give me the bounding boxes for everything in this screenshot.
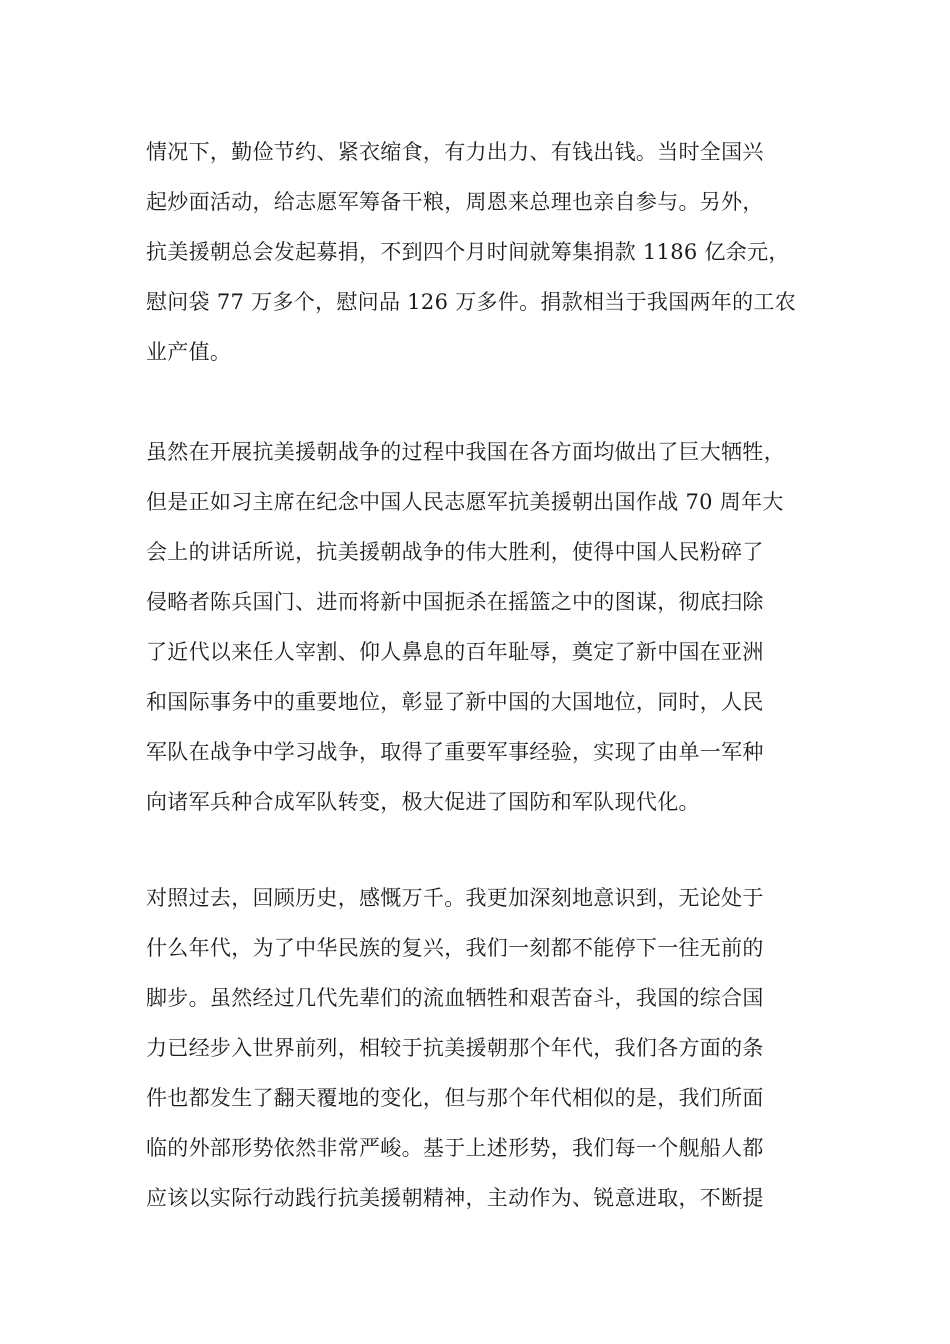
paragraph-line: 但是正如习主席在纪念中国人民志愿军抗美援朝出国作战 70 周年大 bbox=[146, 490, 784, 514]
paragraph-line: 会上的讲话所说，抗美援朝战争的伟大胜利，使得中国人民粉碎了 bbox=[146, 540, 764, 564]
paragraph-line: 了近代以来任人宰割、仰人鼻息的百年耻辱，奠定了新中国在亚洲 bbox=[146, 640, 764, 664]
paragraph-3 bbox=[146, 873, 826, 1223]
paragraph-line: 军队在战争中学习战争，取得了重要军事经验，实现了由单一军种 bbox=[146, 740, 764, 764]
paragraph-line: 抗美援朝总会发起募捐，不到四个月时间就筹集捐款 1186 亿余元， bbox=[146, 240, 790, 264]
paragraph-line: 什么年代，为了中华民族的复兴，我们一刻都不能停下一往无前的 bbox=[146, 936, 764, 960]
paragraph-line: 和国际事务中的重要地位，彰显了新中国的大国地位，同时，人民 bbox=[146, 690, 764, 714]
paragraph-line: 力已经步入世界前列，相较于抗美援朝那个年代，我们各方面的条 bbox=[146, 1036, 764, 1060]
paragraph-line: 对照过去，回顾历史，感慨万千。我更加深刻地意识到，无论处于 bbox=[146, 886, 764, 910]
paragraph-line: 虽然在开展抗美援朝战争的过程中我国在各方面均做出了巨大牺牲， bbox=[146, 440, 785, 464]
paragraph-line: 起炒面活动，给志愿军筹备干粮，周恩来总理也亲自参与。另外， bbox=[146, 190, 764, 214]
paragraph-line: 脚步。虽然经过几代先辈们的流血牺牲和艰苦奋斗，我国的综合国 bbox=[146, 986, 764, 1010]
paragraph-line: 临的外部形势依然非常严峻。基于上述形势，我们每一个舰船人都 bbox=[146, 1136, 764, 1160]
paragraph-line: 慰问袋 77 万多个，慰问品 126 万多件。捐款相当于我国两年的工农 bbox=[146, 290, 797, 314]
paragraph-1 bbox=[146, 127, 826, 377]
paragraph-line: 应该以实际行动践行抗美援朝精神，主动作为、锐意进取，不断提 bbox=[146, 1186, 764, 1210]
paragraph-line: 侵略者陈兵国门、进而将新中国扼杀在摇篮之中的图谋，彻底扫除 bbox=[146, 590, 764, 614]
paragraph-line: 向诸军兵种合成军队转变，极大促进了国防和军队现代化。 bbox=[146, 790, 700, 814]
paragraph-line: 情况下，勤俭节约、紧衣缩食，有力出力、有钱出钱。当时全国兴 bbox=[146, 140, 764, 164]
paragraph-2 bbox=[146, 427, 826, 827]
paragraph-line: 件也都发生了翻天覆地的变化，但与那个年代相似的是，我们所面 bbox=[146, 1086, 764, 1110]
paragraph-line: 业产值。 bbox=[146, 340, 232, 364]
